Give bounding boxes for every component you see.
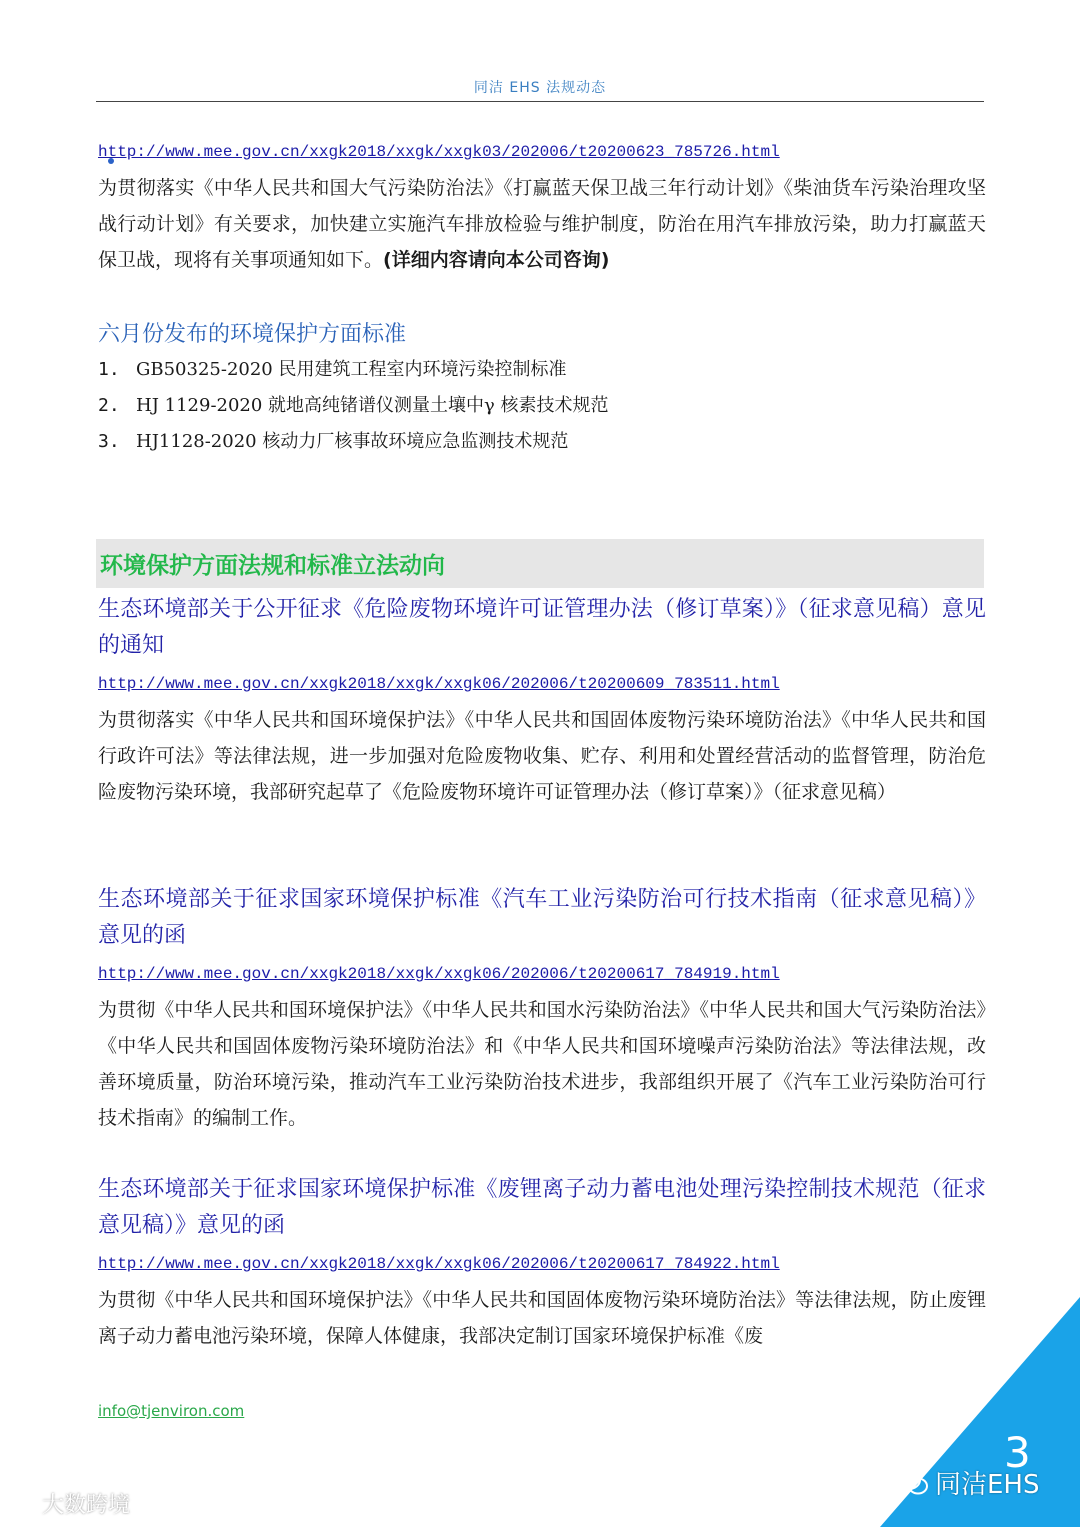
article-text: 为贯彻《中华人民共和国环境保护法》《中华人民共和国水污染防治法》《中华人民共和国大气污染防治法》《中华人民共和国固体废物污染环境防治法》和《中华人民共和国环境噪声污染防治法》等法律法规，改善环境质量，防治环境污染，推动汽车工业污染防治技术进步，我部组织开展了《汽车工业污染防治可行技术指南》的编制工作。 [98,999,986,1129]
list-text: GB50325-2020 民用建筑工程室内环境污染控制标准 [136,359,567,380]
header-title: 同洁 EHS 法规动态 [473,80,607,96]
header-rule [96,101,984,102]
article-title[interactable]: 生态环境部关于公开征求《危险废物环境许可证管理办法（修订草案）》（征求意见稿）意见的通知 [98,597,986,658]
page-number: 3 [1004,1428,1031,1477]
list-number: 1. [98,359,120,380]
list-text: HJ 1129-2020 就地高纯锗谱仪测量土壤中γ 核素技术规范 [136,395,609,416]
watermark-right [897,1464,1039,1501]
section-bar [96,539,984,588]
consult-note: (详细内容请向本公司咨询) [383,249,610,271]
footer-email[interactable]: info@tjenviron.com [98,1402,245,1420]
article-link[interactable]: http://www.mee.gov.cn/xxgk2018/xxgk/xxgk06/202006/t20200617_784919.html [98,965,780,983]
list-text: HJ1128-2020 核动力厂核事故环境应急监测技术规范 [136,431,569,452]
list-item [98,388,609,424]
watermark-left [12,1488,130,1519]
standards-heading: 六月份发布的环境保护方面标准 [98,322,407,347]
article-text: 为贯彻落实《中华人民共和国环境保护法》《中华人民共和国固体废物污染环境防治法》《中华人民共和国行政许可法》等法律法规，进一步加强对危险废物收集、贮存、利用和处置经营活动的监督管理，防治危险废物污染环境，我部研究起草了《危险废物环境许可证管理办法（修订草案）》（征求意见稿） [98,709,986,803]
article-link[interactable]: http://www.mee.gov.cn/xxgk2018/xxgk/xxgk06/202006/t20200609_783511.html [98,675,780,693]
top-article-link[interactable]: http://www.mee.gov.cn/xxgk2018/xxgk/xxgk03/202006/t20200623_785726.html [98,143,780,161]
article-title[interactable]: 生态环境部关于征求国家环境保护标准《废锂离子动力蓄电池处理污染控制技术规范（征求意见稿）》意见的函 [98,1177,986,1238]
standards-list [98,352,609,460]
weibo-icon [12,1492,38,1516]
list-item [98,424,609,460]
list-number: 2. [98,395,120,416]
article-text: 为贯彻《中华人民共和国环境保护法》《中华人民共和国固体废物污染环境防治法》等法律法规，防止废锂离子动力蓄电池污染环境，保障人体健康，我部决定制订国家环境保护标准《废 [98,1289,986,1347]
section-title: 环境保护方面法规和标准立法动向 [100,553,445,579]
list-item [98,352,609,388]
article-link[interactable]: http://www.mee.gov.cn/xxgk2018/xxgk/xxgk06/202006/t20200617_784922.html [98,1255,780,1273]
top-article-text [98,170,986,278]
watermark-left-text: 大数跨境 [42,1493,131,1518]
list-number: 3. [98,431,120,452]
wechat-icon [897,1469,929,1497]
article-title[interactable]: 生态环境部关于征求国家环境保护标准《汽车工业污染防治可行技术指南（征求意见稿）》意见的函 [98,887,986,948]
watermark-right-text: 同洁EHS [935,1470,1040,1500]
top-article-body: 为贯彻落实《中华人民共和国大气污染防治法》《打赢蓝天保卫战三年行动计划》《柴油货车污染治理攻坚战行动计划》有关要求，加快建立实施汽车排放检验与维护制度，防治在用汽车排放污染，助力打赢蓝天保卫战，现将有关事项通知如下。 [98,177,986,271]
